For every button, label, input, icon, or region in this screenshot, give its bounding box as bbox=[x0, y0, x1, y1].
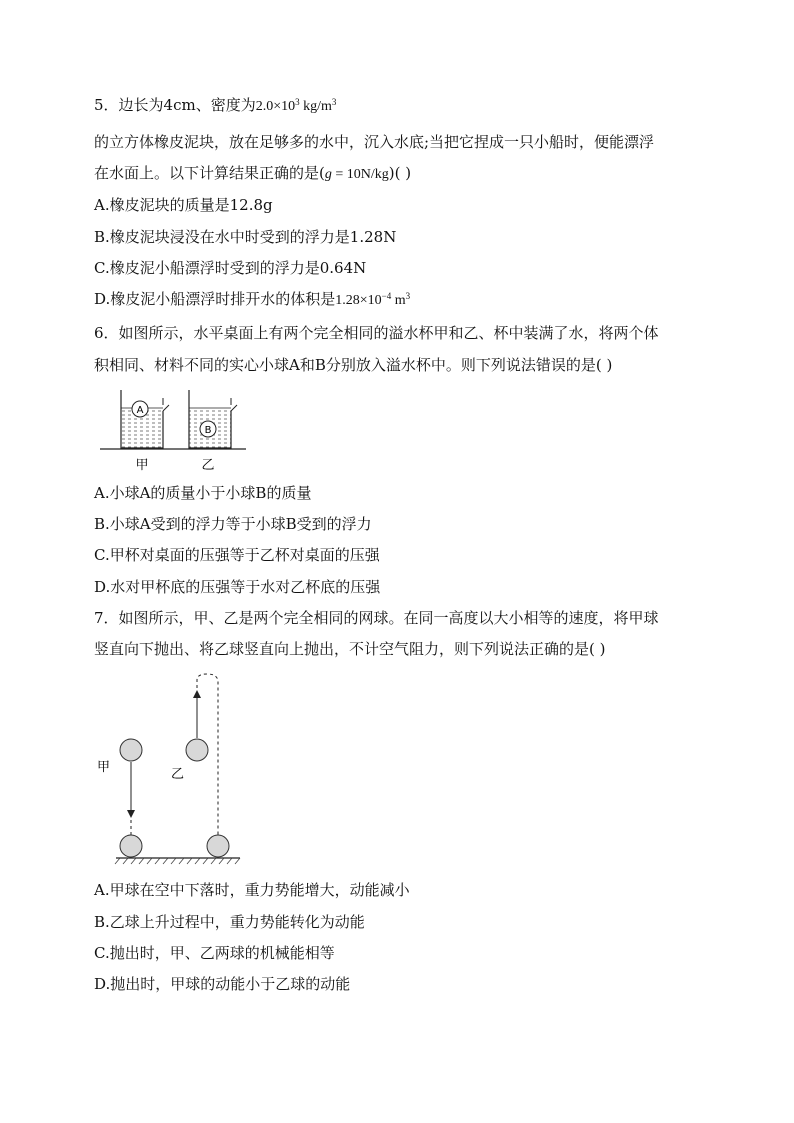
ball-yi-start bbox=[186, 739, 208, 761]
q7-option-b: B.乙球上升过程中，重力势能转化为动能 bbox=[94, 913, 365, 931]
ball-yi-ground bbox=[207, 835, 229, 857]
cup-yi bbox=[189, 390, 237, 448]
q5-option-d: D.橡皮泥小船漂浮时排开水的体积是$1.28\times 10^{-4}$ $m^3$ bbox=[94, 290, 411, 308]
cup-yi-label: 乙 bbox=[201, 458, 215, 473]
cup-jia bbox=[121, 390, 169, 448]
ball-jia-label: 甲 bbox=[97, 760, 111, 775]
q7-option-c: C.抛出时，甲、乙两球的机械能相等 bbox=[94, 944, 335, 962]
q7-stem-line1: 7．如图所示，甲、乙是两个完全相同的网球。在同一高度以大小相等的速度，将甲球 bbox=[94, 609, 659, 627]
ball-yi-label: 乙 bbox=[171, 767, 185, 782]
ball-jia-start bbox=[120, 739, 142, 761]
ball-jia-ground bbox=[120, 835, 142, 857]
q6-stem-line2: 积相同、材料不同的实心小球A和B分别放入溢水杯中。则下列说法错误的是( ) bbox=[94, 356, 613, 374]
q6-overflow-cups-figure bbox=[98, 385, 258, 477]
q5-option-b: B.橡皮泥块浸没在水中时受到的浮力是1.28N bbox=[94, 228, 397, 246]
q5-stem-line2: 的立方体橡皮泥块，放在足够多的水中，沉入水底;当把它捏成一只小船时，便能漂浮 bbox=[94, 133, 655, 151]
q6-option-b: B.小球A受到的浮力等于小球B受到的浮力 bbox=[94, 515, 372, 533]
q6-option-a: A.小球A的质量小于小球B的质量 bbox=[94, 484, 312, 502]
ball-a-label: A bbox=[136, 405, 144, 416]
q5-stem-line3: 在水面上。以下计算结果正确的是(g = 10N/kg)( ) bbox=[94, 164, 412, 182]
q7-option-d: D.抛出时，甲球的动能小于乙球的动能 bbox=[94, 975, 351, 993]
q5-density-value: $2.0\times 10^3$ $kg/m^3$ bbox=[255, 97, 337, 114]
q6-stem-line1: 6．如图所示，水平桌面上有两个完全相同的溢水杯甲和乙、杯中装满了水，将两个体 bbox=[94, 324, 659, 342]
q7-tennis-balls-figure bbox=[94, 668, 254, 868]
q7-option-a: A.甲球在空中下落时，重力势能增大，动能减小 bbox=[94, 881, 410, 899]
q5-stem-line1 bbox=[94, 95, 336, 117]
ground-hatching bbox=[115, 858, 240, 864]
q7-stem-line2: 竖直向下抛出、将乙球竖直向上抛出，不计空气阻力，则下列说法正确的是( ) bbox=[94, 640, 606, 658]
ball-b-label: B bbox=[204, 425, 212, 436]
cup-jia-label: 甲 bbox=[135, 458, 149, 473]
q6-option-d: D.水对甲杯底的压强等于水对乙杯底的压强 bbox=[94, 578, 381, 596]
q5-option-a: A.橡皮泥块的质量是12.8g bbox=[94, 196, 273, 214]
q5-stem-prefix: 5．边长为4cm、密度为 bbox=[94, 96, 256, 114]
q6-option-c: C.甲杯对桌面的压强等于乙杯对桌面的压强 bbox=[94, 546, 380, 564]
q5-option-c: C.橡皮泥小船漂浮时受到的浮力是0.64N bbox=[94, 259, 367, 277]
